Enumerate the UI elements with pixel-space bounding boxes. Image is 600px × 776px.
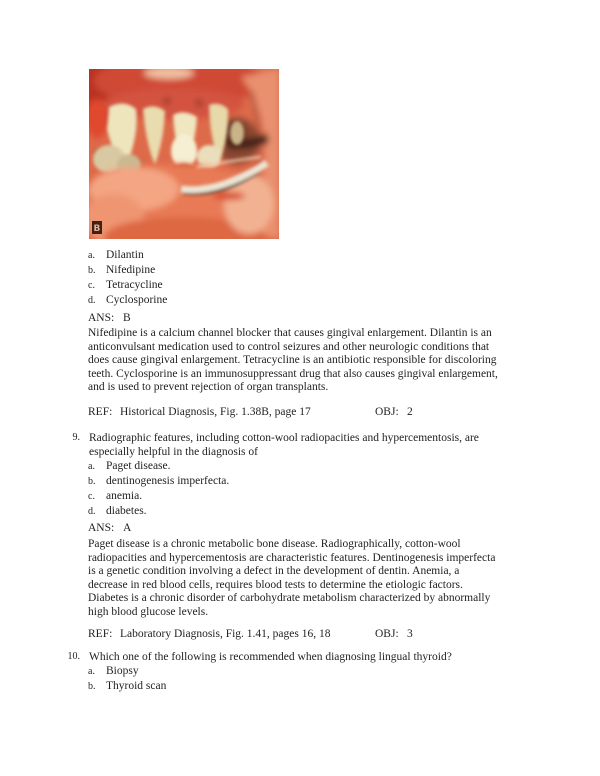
option-text: dentinogenesis imperfecta. — [106, 475, 230, 487]
option-letter: d. — [88, 295, 96, 306]
question8-explanation — [88, 327, 498, 395]
ref-label: REF: — [88, 406, 113, 418]
explanation-line: Nifedipine is a calcium channel blocker that causes gingival enlargement. Dilantin is an — [88, 327, 492, 339]
explanation-line: is a genetic condition involving a defect in the development of dentin. Anemia, a — [88, 565, 460, 578]
obj-value: 3 — [407, 628, 413, 640]
answer-value: B — [123, 312, 131, 324]
question-text-line: Which one of the following is recommended when diagnosing lingual thyroid? — [89, 651, 452, 663]
option-text: diabetes. — [106, 505, 147, 517]
option-text: Biopsy — [106, 665, 139, 677]
question-10 — [64, 650, 452, 664]
obj-label: OBJ: — [375, 406, 399, 418]
ref-text: Historical Diagnosis, Fig. 1.38B, page 17 — [120, 406, 311, 418]
option-letter: c. — [88, 491, 95, 502]
option-row — [88, 248, 167, 263]
option-letter: c. — [88, 280, 95, 291]
explanation-line: Diabetes is a chronic disorder of carbohydrate metabolism characterized by abnormally — [88, 592, 491, 605]
option-text: anemia. — [106, 490, 143, 502]
option-text: Thyroid scan — [106, 680, 167, 692]
figure-label — [92, 221, 102, 234]
option-letter: b. — [88, 681, 96, 692]
option-letter: d. — [88, 506, 96, 517]
question8-reference-line — [88, 405, 600, 419]
option-text: Tetracycline — [106, 279, 163, 291]
answer-label: ANS: — [88, 522, 115, 534]
question9-options — [88, 459, 229, 519]
option-text: Cyclosporine — [106, 294, 168, 306]
question8-answer-line — [88, 311, 131, 325]
explanation-line: and is used to prevent rejection of organ transplants. — [88, 381, 329, 394]
question9-explanation — [88, 538, 495, 620]
ref-label: REF: — [88, 628, 113, 640]
question-text-line: especially helpful in the diagnosis of — [89, 446, 258, 458]
explanation-line: radiopacities and hypercementosis are characteristic features. Dentinogenesis imperfecta — [88, 551, 496, 564]
obj-value: 2 — [407, 406, 413, 418]
question-9 — [64, 431, 479, 459]
option-row — [88, 459, 229, 474]
question10-options — [88, 664, 166, 694]
option-row — [88, 504, 229, 519]
question8-options — [88, 248, 167, 308]
question9-answer-line — [88, 521, 131, 535]
option-letter: a. — [88, 250, 95, 261]
question-number: 9. — [72, 432, 80, 443]
explanation-line: teeth. Cyclosporine is an immunosuppressant drug that also causes gingival enlargement, — [88, 367, 498, 380]
obj-label: OBJ: — [375, 628, 399, 640]
option-text: Paget disease. — [106, 460, 171, 472]
answer-label: ANS: — [88, 312, 115, 324]
explanation-line: anticonvulsant medication used to control seizures and other neurologic conditions that — [88, 340, 490, 353]
question-text-line: Radiographic features, including cotton-wool radiopacities and hypercementosis, are — [89, 432, 479, 444]
option-row — [88, 278, 167, 293]
option-row — [88, 474, 229, 489]
explanation-line: does cause gingival enlargement. Tetracycline is an antibiotic responsible for discoloring — [88, 354, 497, 367]
clinical-photo — [89, 69, 279, 239]
option-row — [88, 263, 167, 278]
explanation-line: decrease in red blood cells, requires blood tests to determine the etiologic factors. — [88, 578, 463, 591]
option-row — [88, 489, 229, 504]
option-letter: a. — [88, 666, 95, 677]
objective — [375, 405, 413, 419]
figure-label-text: B — [93, 224, 101, 234]
option-letter: b. — [88, 476, 96, 487]
option-row — [88, 679, 166, 694]
option-text: Dilantin — [106, 249, 144, 261]
explanation-line: high blood glucose levels. — [88, 605, 209, 618]
objective — [375, 627, 413, 641]
option-letter: b. — [88, 265, 96, 276]
option-letter: a. — [88, 461, 95, 472]
option-row — [88, 293, 167, 308]
option-text: Nifedipine — [106, 264, 156, 276]
ref-text: Laboratory Diagnosis, Fig. 1.41, pages 16, 18 — [120, 628, 331, 640]
answer-value: A — [123, 522, 132, 534]
question9-reference-line — [88, 627, 600, 641]
option-row — [88, 664, 166, 679]
clinical-photo-figure — [89, 69, 279, 239]
question-number: 10. — [67, 651, 80, 662]
explanation-line: Paget disease is a chronic metabolic bone disease. Radiographically, cotton-wool — [88, 538, 461, 550]
